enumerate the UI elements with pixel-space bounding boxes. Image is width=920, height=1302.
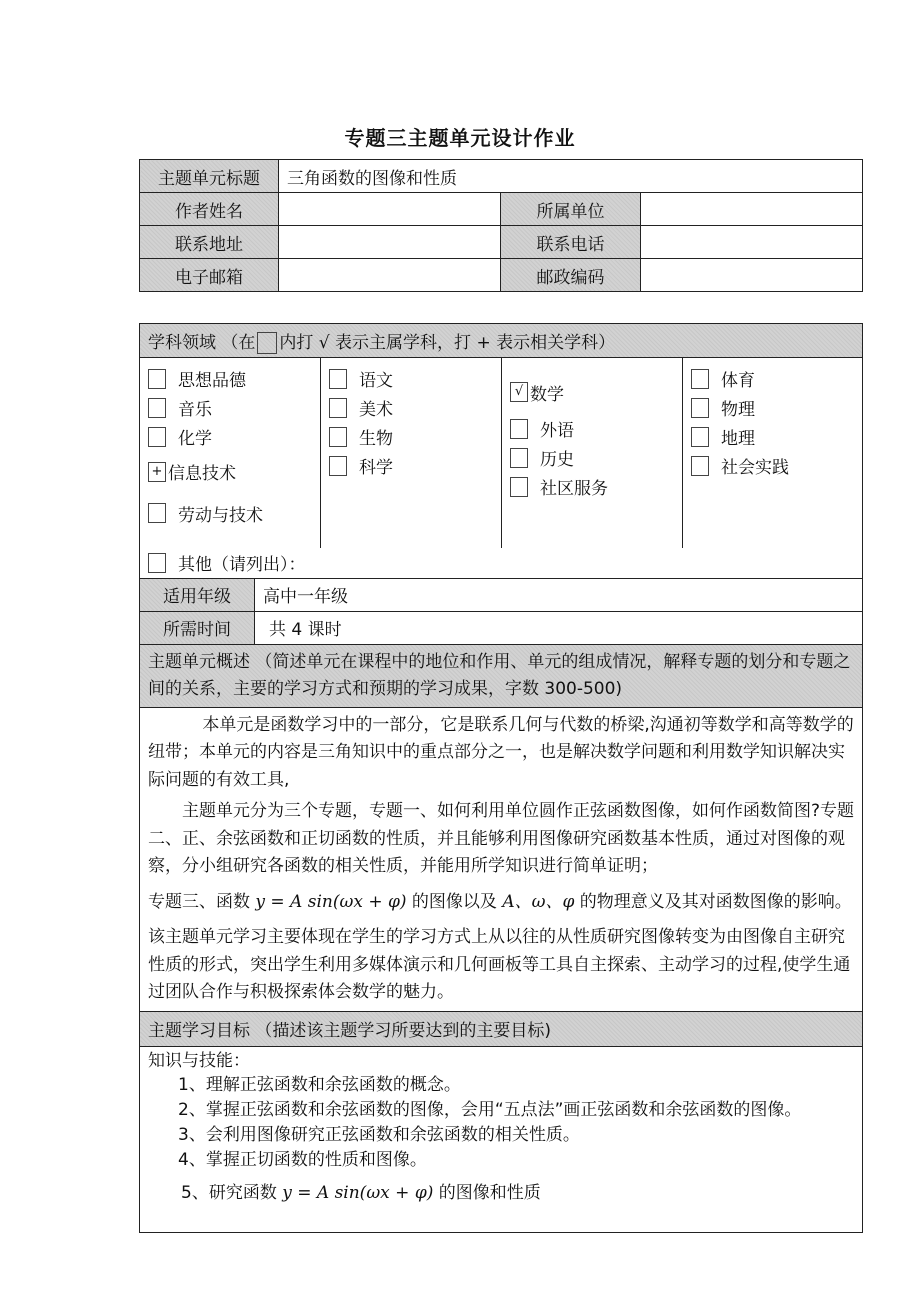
checkbox[interactable]: [148, 427, 166, 447]
other-subject-row: [140, 548, 863, 579]
subject-item[interactable]: [148, 451, 312, 492]
p3-mid: 的图像以及: [406, 891, 503, 912]
checkbox-plus[interactable]: +: [148, 462, 166, 482]
subject-item[interactable]: [691, 364, 854, 393]
document-title: 专题三主题单元设计作业: [344, 126, 576, 150]
subject-item[interactable]: [510, 472, 674, 501]
unit-org-field[interactable]: [641, 193, 863, 226]
postcode-label: 邮政编码: [501, 259, 641, 292]
checkbox[interactable]: [329, 427, 347, 447]
checkbox[interactable]: [148, 553, 166, 573]
subject-item[interactable]: [329, 393, 493, 422]
goal5-prefix: 5、研究函数: [181, 1182, 283, 1203]
checkbox[interactable]: [691, 456, 709, 476]
formula: y = A sin(ωx + φ): [282, 1182, 434, 1203]
subject-label: 劳动与技术: [178, 505, 263, 526]
subject-label: 科学: [359, 458, 393, 478]
checkbox-checked[interactable]: √: [510, 382, 528, 402]
goal-item-5: [148, 1181, 854, 1206]
subject-label: 信息技术: [168, 464, 236, 484]
subject-label: 历史: [540, 450, 574, 470]
checkbox[interactable]: [691, 369, 709, 389]
unit-title-label: 主题单元标题: [140, 160, 279, 193]
grade-value[interactable]: 高中一年级: [255, 578, 863, 611]
overview-body[interactable]: [140, 707, 863, 1011]
subject-item[interactable]: [510, 443, 674, 472]
overview-paragraph-3: [140, 883, 862, 923]
subject-label: 数学: [530, 384, 564, 405]
p3-prefix: 专题三、函数: [148, 891, 256, 912]
overview-paragraph-1: 本单元是函数学习中的一部分，它是联系几何与代数的桥梁,沟通初等数学和高等数学的纽带；本单元的内容是三角知识中的重点部分之一，也是解决数学问题和利用数学知识解决实际问题的有效工具,: [148, 714, 854, 790]
subject-column-2: [321, 358, 502, 548]
subject-label: 音乐: [178, 400, 212, 420]
subject-item[interactable]: [148, 393, 312, 422]
time-value[interactable]: 共 4 课时: [255, 611, 863, 644]
subject-label: 语文: [359, 371, 393, 391]
checkbox[interactable]: [148, 398, 166, 418]
subject-item[interactable]: [510, 364, 674, 414]
time-label: 所需时间: [140, 611, 255, 644]
goals-header: 主题学习目标 （描述该主题学习所要达到的主要目标): [140, 1011, 863, 1046]
design-table: [139, 323, 863, 1233]
subject-item[interactable]: [329, 451, 493, 480]
subject-header-suffix: 内打 √ 表示主属学科，打 + 表示相关学科）: [279, 332, 616, 353]
phone-field[interactable]: [641, 226, 863, 259]
address-field[interactable]: [279, 226, 501, 259]
subject-item[interactable]: [691, 422, 854, 451]
author-field[interactable]: [279, 193, 501, 226]
email-field[interactable]: [279, 259, 501, 292]
checkbox[interactable]: [691, 398, 709, 418]
formula: y = A sin(ωx + φ): [255, 891, 407, 912]
subject-area-header: [140, 324, 863, 358]
subject-item[interactable]: [148, 422, 312, 451]
checkbox[interactable]: [691, 427, 709, 447]
other-label: 其他（请列出）：: [178, 555, 306, 575]
unit-org-label: 所属单位: [501, 193, 641, 226]
goals-body[interactable]: [140, 1046, 863, 1232]
subject-label: 生物: [359, 429, 393, 449]
p3-suffix: 的物理意义及其对函数图像的影响。: [574, 891, 852, 912]
checkbox[interactable]: [329, 456, 347, 476]
checkbox[interactable]: [329, 398, 347, 418]
subject-label: 物理: [721, 400, 755, 420]
subject-column-1: [140, 358, 321, 548]
subject-item[interactable]: [329, 422, 493, 451]
checkbox[interactable]: [148, 369, 166, 389]
overview-header: 主题单元概述 （简述单元在课程中的地位和作用、单元的组成情况，解释专题的划分和专题之间的关系，主要的学习方式和预期的学习成果，字数 300-500): [140, 644, 863, 707]
subject-label: 地理: [721, 429, 755, 449]
phone-label: 联系电话: [501, 226, 641, 259]
subject-item[interactable]: [148, 364, 312, 393]
subject-column-4: [683, 358, 863, 548]
address-label: 联系地址: [140, 226, 279, 259]
subject-label: 化学: [178, 429, 212, 449]
goal-item: 4、掌握正切函数的性质和图像。: [178, 1149, 427, 1170]
subject-label: 体育: [721, 371, 755, 391]
overview-paragraph-2: 主题单元分为三个专题，专题一、如何利用单位圆作正弦函数图像，如何作函数简图?专题二、正、余弦函数和正切函数的性质，并且能够利用图像研究函数基本性质，通过对图像的观察，分小组研究各函数的相关性质，并能用所学知识进行简单证明；: [148, 801, 855, 876]
goals-subheader: 知识与技能：: [148, 1050, 250, 1071]
checkbox-icon: [257, 332, 277, 354]
checkbox[interactable]: [510, 448, 528, 468]
overview-paragraph-4: 该主题单元学习主要体现在学生的学习方式上从以往的从性质研究图像转变为由图像自主研究性质的形式，突出学生利用多媒体演示和几何画板等工具自主探索、主动学习的过程,使学生通过团队合作与积极探索体会数学的魅力。: [148, 927, 851, 1002]
subject-item[interactable]: [148, 492, 312, 534]
subject-label: 思想品德: [178, 371, 246, 391]
subject-item[interactable]: [510, 414, 674, 443]
checkbox[interactable]: [148, 503, 166, 523]
subject-item[interactable]: [691, 393, 854, 422]
subject-column-3: [502, 358, 683, 548]
formula-vars: A、ω、φ: [502, 891, 575, 912]
subject-item[interactable]: [691, 451, 854, 480]
subject-item[interactable]: [329, 364, 493, 393]
goal-item: 2、掌握正弦函数和余弦函数的图像，会用“五点法”画正弦函数和余弦函数的图像。: [178, 1099, 802, 1120]
goal-item: 3、会利用图像研究正弦函数和余弦函数的相关性质。: [178, 1124, 580, 1145]
author-label: 作者姓名: [140, 193, 279, 226]
checkbox[interactable]: [510, 477, 528, 497]
grade-label: 适用年级: [140, 578, 255, 611]
subject-label: 美术: [359, 400, 393, 420]
subject-label: 社区服务: [540, 479, 608, 499]
postcode-field[interactable]: [641, 259, 863, 292]
subject-item-other[interactable]: [148, 548, 854, 577]
subject-header-prefix: 学科领域 （在: [148, 332, 256, 353]
unit-title-value[interactable]: 三角函数的图像和性质: [279, 160, 863, 193]
goal-item: 1、理解正弦函数和余弦函数的概念。: [178, 1074, 461, 1095]
subject-label: 社会实践: [721, 458, 789, 478]
checkbox[interactable]: [329, 369, 347, 389]
info-table: [139, 159, 863, 292]
goal5-suffix: 的图像和性质: [433, 1182, 541, 1203]
checkbox[interactable]: [510, 419, 528, 439]
subject-label: 外语: [540, 421, 574, 441]
email-label: 电子邮箱: [140, 259, 279, 292]
